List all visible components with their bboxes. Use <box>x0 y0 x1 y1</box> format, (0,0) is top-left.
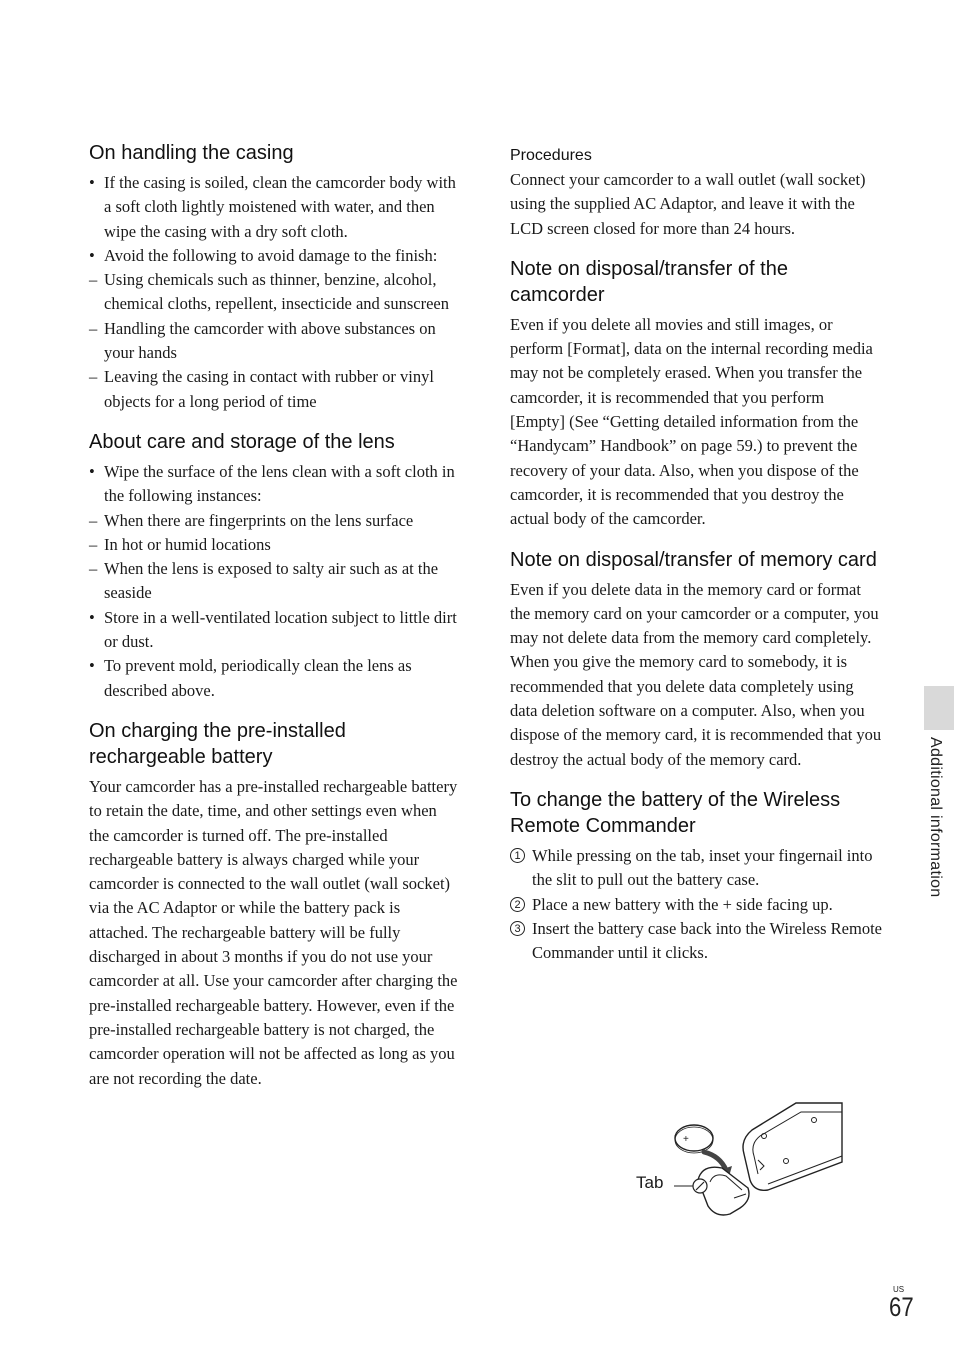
section-heading: About care and storage of the lens <box>89 430 395 453</box>
bullet-list <box>89 460 459 509</box>
section-disposal-memory-card <box>510 547 882 772</box>
step-number: 1 <box>510 848 525 863</box>
bullet-item: • Store in a well-ventilated location subject to little dirt or dust. <box>89 606 459 655</box>
remote-commander-drawing <box>636 1100 846 1220</box>
dash-item: – Leaving the casing in contact with rubber or vinyl objects for a long period of time <box>89 365 459 414</box>
dash-list <box>89 509 459 606</box>
section-heading: On handling the casing <box>89 142 294 164</box>
tab-callout-label: Tab <box>636 1173 664 1192</box>
dash-item: – When the lens is exposed to salty air such as at the seaside <box>89 557 459 606</box>
step-item <box>510 844 882 893</box>
chapter-side-label: Additional information <box>927 737 944 898</box>
bullet-item: • Avoid the following to avoid damage to the finish: <box>89 244 459 268</box>
section-heading: On charging the pre-installed rechargeable battery <box>89 719 346 768</box>
left-column <box>89 140 459 1106</box>
step-number: 3 <box>510 921 525 936</box>
subsection-heading: Procedures <box>510 147 592 164</box>
dash-list <box>89 268 459 414</box>
bullet-list <box>89 606 459 703</box>
page-region-code: US <box>893 1285 905 1294</box>
step-number: 2 <box>510 897 525 912</box>
section-heading: Note on disposal/transfer of memory card <box>510 548 877 571</box>
section-body: Even if you delete data in the memory card or format the memory card on your camcorder or a computer, you may not delete data from the memory card completely. When you give the memory card to somebody, it is recommended that you delete data completely using data deletion software on a computer. Also, when you dispose of the memory card, it is recommended that you destroy the actual body of the memory card. <box>510 579 882 769</box>
step-list <box>510 844 882 965</box>
section-battery-change <box>510 787 882 965</box>
bullet-item: • Wipe the surface of the lens clean with a soft cloth in the following instances: <box>89 460 459 509</box>
remote-battery-illustration <box>636 1100 846 1220</box>
right-column <box>510 144 882 980</box>
dash-item: – In hot or humid locations <box>89 533 459 557</box>
section-handling-casing <box>89 140 459 414</box>
section-body: Even if you delete all movies and still images, or perform [Format], data on the internal recording media may not be completely erased. When you transfer the camcorder, it is recommended that you perform [Empty] (See “Getting detailed information from the “Handycam” Handbook” on page 59.) to prevent the recovery of your data. Also, when you dispose of the camcorder, it is recommended that you destroy the actual body of the camcorder. <box>510 314 873 529</box>
section-lens-care <box>89 429 459 703</box>
chapter-tab-marker <box>924 686 954 730</box>
step-text: While pressing on the tab, inset your fingernail into the slit to pull out the battery case. <box>532 845 873 890</box>
bullet-item: • If the casing is soiled, clean the camcorder body with a soft cloth lightly moistened with water, and then wipe the casing with a dry soft cloth. <box>89 171 459 244</box>
dash-item: – Handling the camcorder with above substances on your hands <box>89 317 459 366</box>
step-item <box>510 917 882 966</box>
section-disposal-camcorder <box>510 256 882 532</box>
section-procedures <box>510 144 882 241</box>
bullet-list <box>89 171 459 268</box>
bullet-item: • To prevent mold, periodically clean the lens as described above. <box>89 654 459 703</box>
page-number: 67 <box>889 1292 914 1322</box>
section-body: Connect your camcorder to a wall outlet (wall socket) using the supplied AC Adaptor, and leave it with the LCD screen closed for more than 24 hours. <box>510 170 866 238</box>
step-text: Place a new battery with the + side facing up. <box>532 894 833 914</box>
step-text: Insert the battery case back into the Wireless Remote Commander until it clicks. <box>532 918 882 963</box>
section-heading: Note on disposal/transfer of the camcorder <box>510 257 788 306</box>
section-body: Your camcorder has a pre-installed rechargeable battery to retain the date, time, and other settings even when the camcorder is turned off. The pre-installed rechargeable battery is always charged while your camcorder is connected to the wall outlet (wall socket) via the AC Adaptor or while the battery pack is attached. The rechargeable battery will be fully discharged in about 3 months if you do not use your camcorder at all. Use your camcorder after charging the pre-installed rechargeable battery. However, even if the pre-installed rechargeable battery is not charged, the camcorder operation will not be affected as long as you are not recording the date. <box>89 776 458 1088</box>
dash-item: – When there are fingerprints on the lens surface <box>89 509 459 533</box>
dash-item: – Using chemicals such as thinner, benzine, alcohol, chemical cloths, repellent, insecticide and sunscreen <box>89 268 459 317</box>
section-heading: To change the battery of the Wireless Remote Commander <box>510 788 841 837</box>
step-item <box>510 893 882 917</box>
svg-text:+: + <box>683 1134 689 1145</box>
section-charging-battery <box>89 718 459 1091</box>
